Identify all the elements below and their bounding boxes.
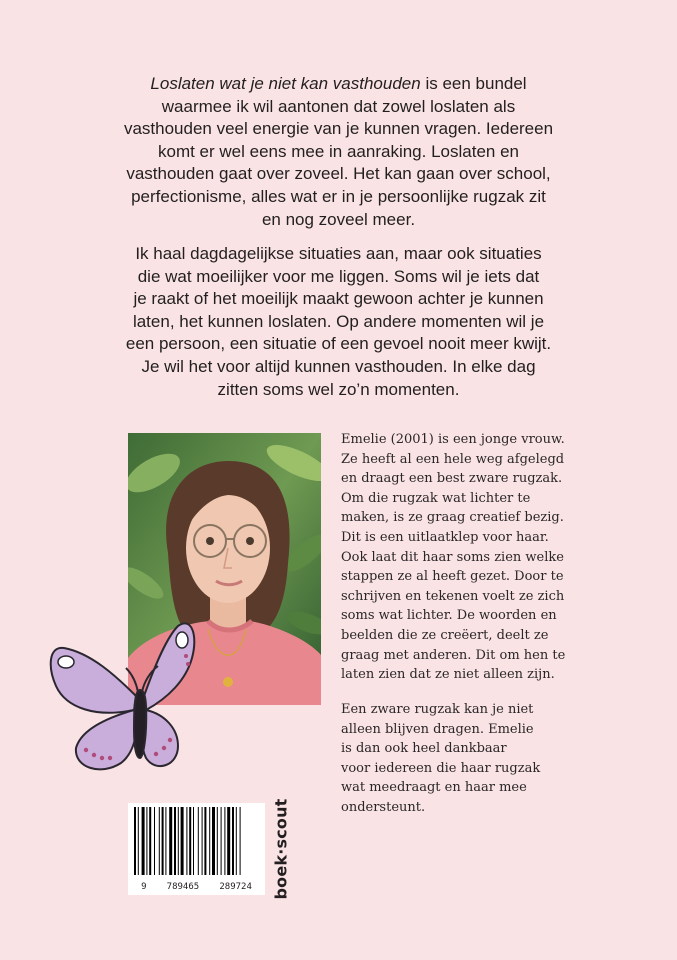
publisher-logo — [271, 798, 291, 900]
bio-line: wat meedraagt en haar mee — [341, 780, 527, 796]
blurb-line: en nog zoveel meer. — [261, 209, 416, 229]
isbn-digit-group: 789465 — [166, 882, 200, 892]
bio-line: ondersteunt. — [341, 799, 426, 815]
barcode-bars — [132, 807, 261, 877]
blurb-line: komt er wel eens mee in aanraking. Loslaten en — [158, 141, 519, 161]
isbn-barcode — [128, 803, 265, 895]
bio-line: laten zien dat ze niet alleen zijn. — [341, 667, 555, 683]
isbn-digit-group: 289724 — [219, 882, 252, 892]
blurb-line: vasthouden gaat over zoveel. Het kan gaan over school, — [126, 164, 551, 184]
butterfly-illustration — [46, 618, 196, 778]
blurb-line: perfectionisme, alles wat er in je persoonlijke rugzak zit — [131, 186, 546, 206]
publisher-name: boek·scout — [271, 798, 291, 900]
blurb-paragraph-1 — [120, 73, 557, 231]
bio-line: Dit is een uitlaatklep voor haar. — [341, 529, 549, 545]
bio-line: Een zware rugzak kan je niet — [341, 702, 534, 717]
author-bio-paragraph-2 — [341, 700, 566, 818]
bio-line: Ze heeft al een hele weg afgelegd — [341, 451, 565, 467]
bio-line: alleen blijven dragen. Emelie — [341, 721, 534, 737]
book-title-italic: Loslaten wat je niet kan vasthouden — [150, 74, 421, 93]
blurb-line: is een bundel — [420, 74, 527, 93]
isbn-number — [128, 882, 265, 892]
bio-line: maken, is ze graag creatief bezig. — [341, 510, 564, 526]
blurb-line: die wat moeilijker voor me liggen. Soms wil je iets dat — [137, 266, 540, 286]
bio-line: is dan ook heel dankbaar — [341, 741, 507, 757]
blurb-line: Je wil het voor altijd kunnen vasthouden. In elke dag — [141, 356, 536, 376]
bio-line: Om die rugzak wat lichter te — [341, 490, 531, 506]
bio-line: voor iedereen die haar rugzak — [341, 760, 541, 776]
bio-line: schrijven en tekenen voelt ze zich — [341, 588, 565, 604]
bio-line: beelden die ze creëert, deelt ze — [341, 627, 549, 643]
blurb-paragraph-2 — [120, 243, 557, 401]
author-bio-paragraph-1 — [341, 430, 566, 685]
blurb-line: je raakt of het moeilijk maakt gewoon achter je kunnen — [133, 289, 544, 309]
bio-line: Ook laat dit haar soms zien welke — [341, 549, 564, 565]
blurb-line: laten, het kunnen loslaten. Op andere momenten wil je — [132, 311, 545, 331]
blurb-line: waarmee ik wil aantonen dat zowel loslaten als — [161, 96, 516, 116]
bio-line: soms wat lichter. De woorden en — [341, 608, 557, 624]
bio-line: Emelie (2001) is een jonge vrouw. — [341, 432, 565, 447]
blurb-line: zitten soms wel zo’n momenten. — [217, 379, 460, 399]
bio-line: en draagt een best zware rugzak. — [341, 471, 563, 487]
bio-line: stappen ze al heeft gezet. Door te — [341, 569, 564, 585]
isbn-digit-group: 9 — [141, 882, 147, 892]
blurb-line: een persoon, een situatie of een gevoel nooit meer kwijt. — [125, 334, 552, 354]
blurb-line: Ik haal dagdagelijkse situaties aan, maar ook situaties — [135, 244, 542, 263]
bio-line: graag met anderen. Dit om hen te — [341, 647, 566, 663]
blurb-line: vasthouden veel energie van je kunnen vragen. Iedereen — [123, 119, 554, 139]
